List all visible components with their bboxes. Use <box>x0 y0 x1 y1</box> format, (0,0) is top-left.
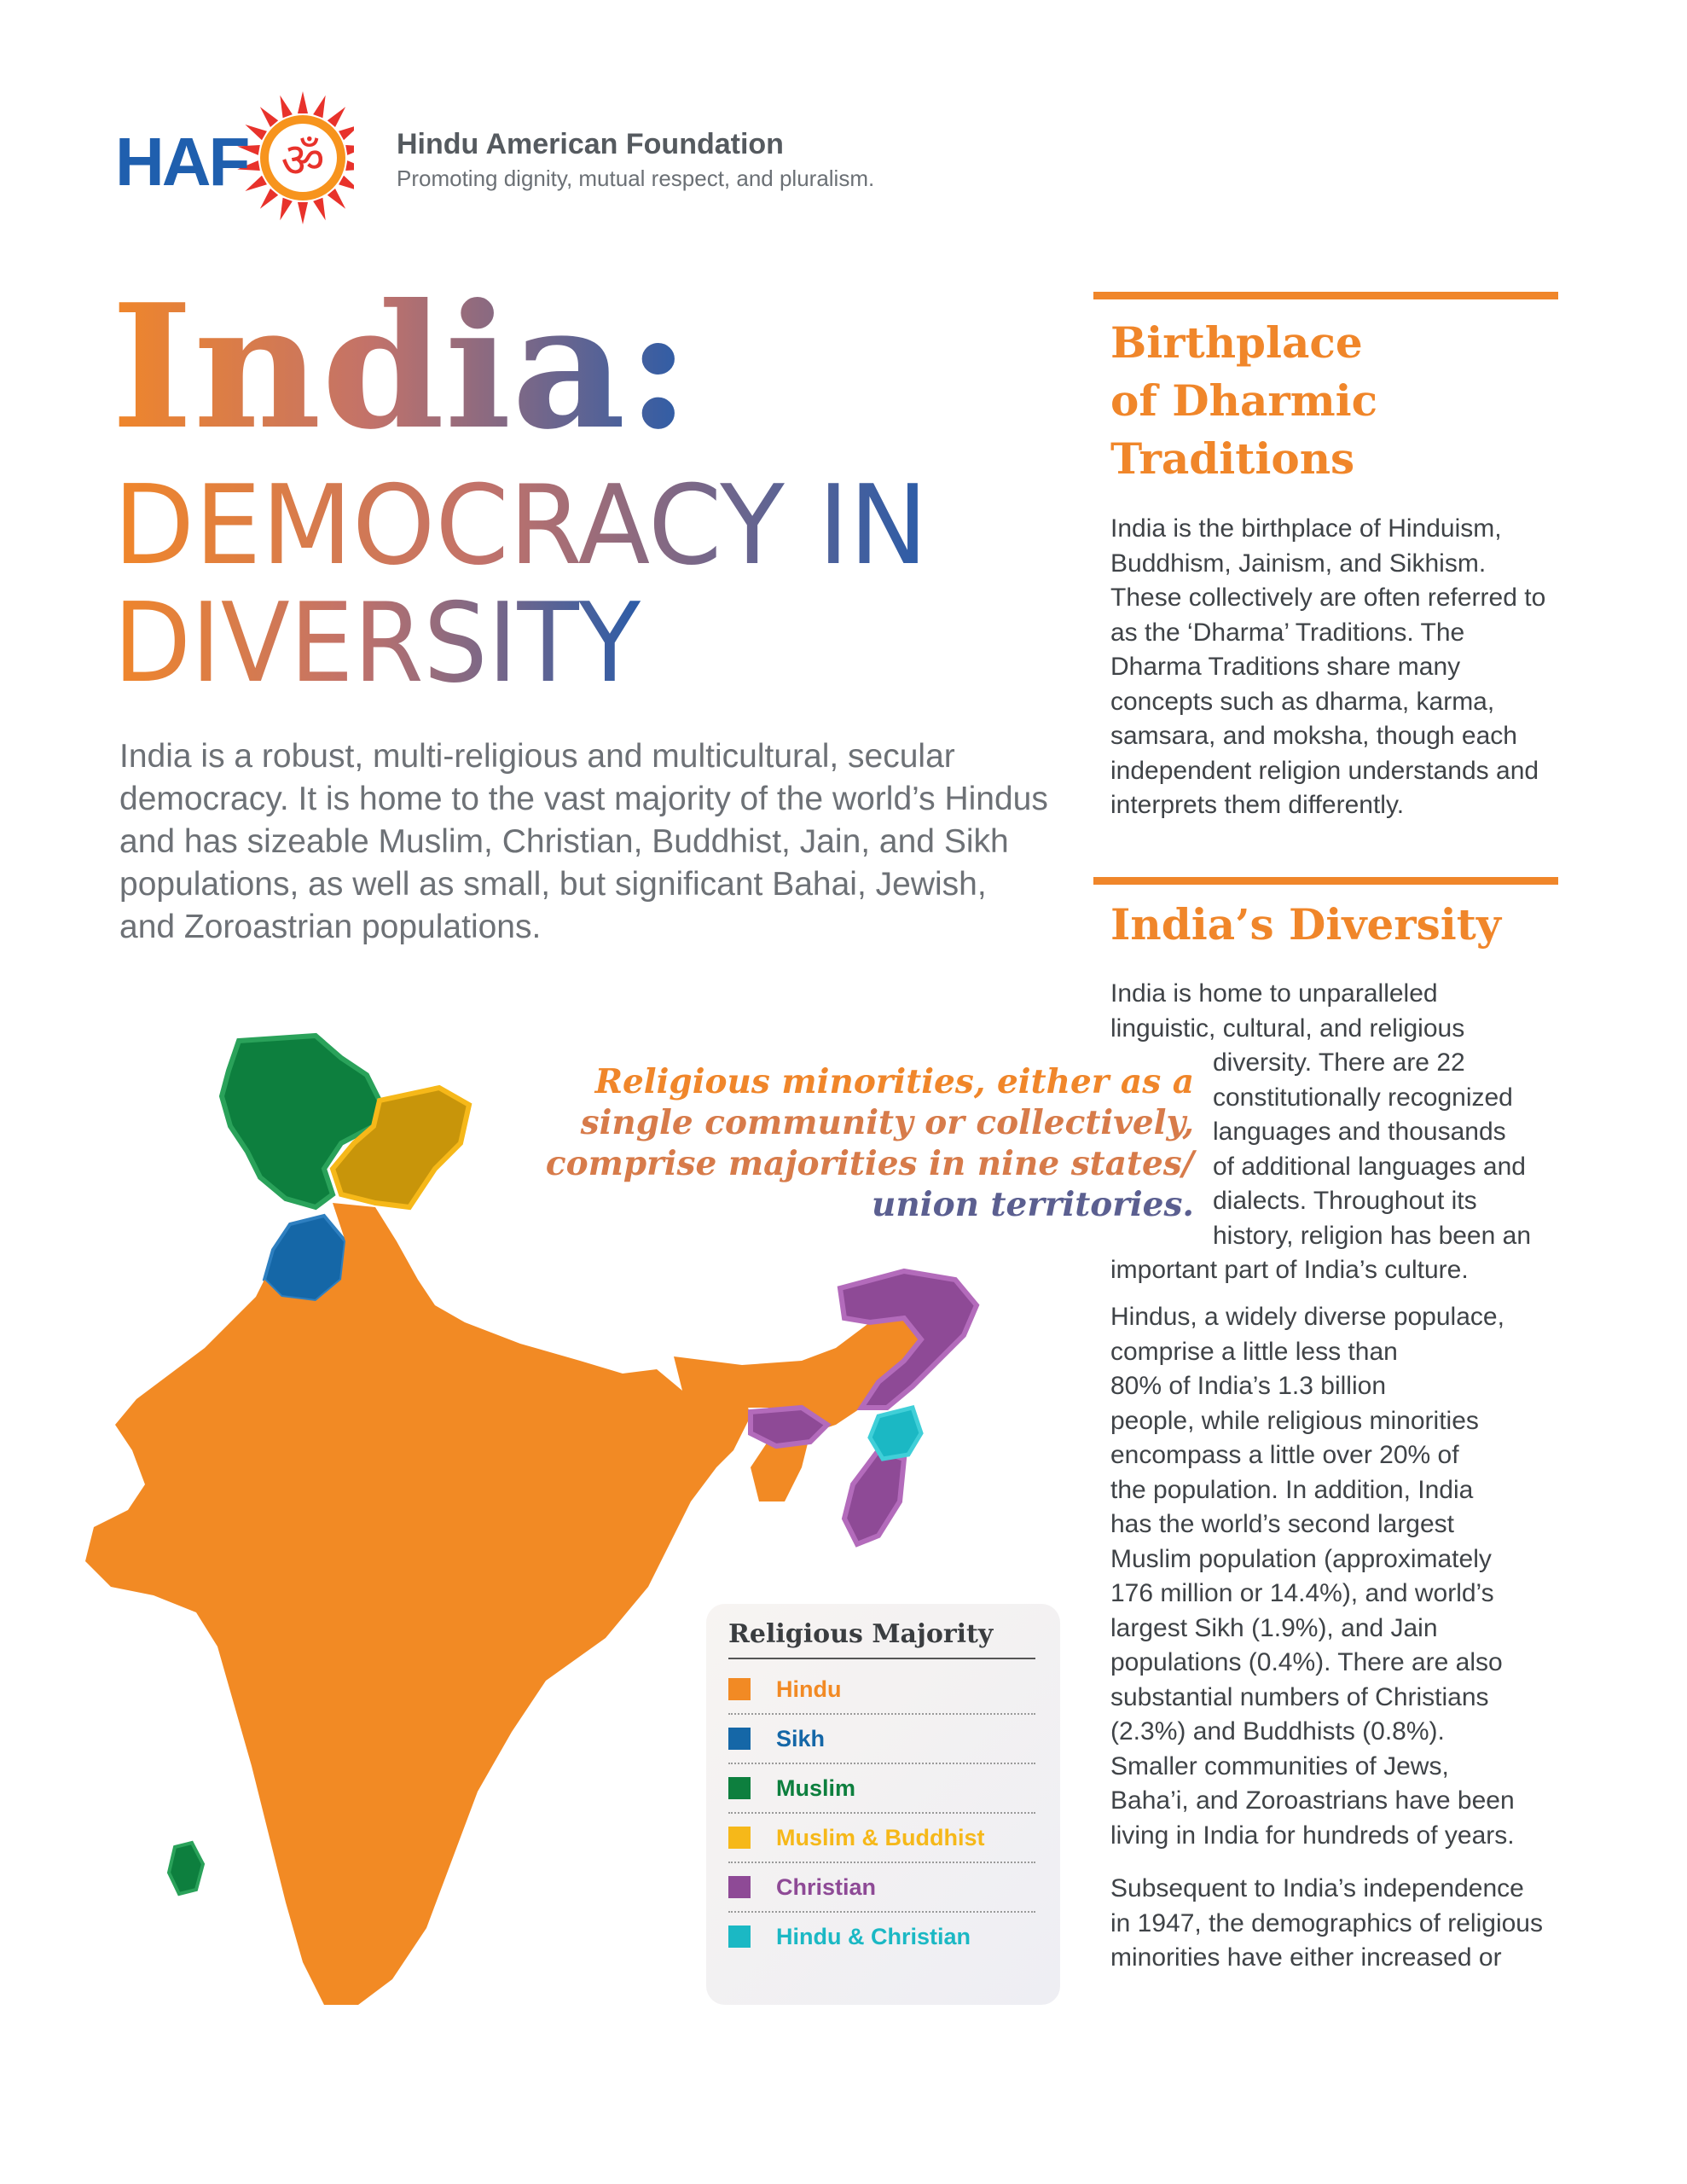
text-line: important part of India’s culture. <box>1110 1256 1469 1284</box>
text-line: of additional languages and <box>1213 1152 1526 1181</box>
region-christian-south <box>844 1450 904 1544</box>
text-line: languages and thousands <box>1213 1118 1506 1146</box>
legend-item-hindu-christian <box>728 1911 1035 1960</box>
text-line: constitutionally recognized <box>1213 1083 1513 1112</box>
text-line: (2.3%) and Buddhists (0.8%). <box>1110 1717 1445 1745</box>
logo-text: HAF <box>115 124 248 200</box>
page-title <box>107 282 959 708</box>
legend-item-muslim <box>728 1763 1035 1814</box>
legend-item-christian <box>728 1862 1035 1913</box>
diversity-paragraph-3 <box>1110 1872 1558 1976</box>
text-line: 176 million or 14.4%), and world’s <box>1110 1579 1494 1607</box>
quote-line: union territories. <box>872 1185 1194 1224</box>
title-sub-line2: DIVERSITY <box>113 580 641 707</box>
legend-swatch <box>728 1926 751 1948</box>
text-line: people, while religious minorities <box>1110 1406 1479 1435</box>
legend-swatch <box>728 1728 751 1750</box>
text-line: Subsequent to India’s independence <box>1110 1874 1524 1902</box>
heading-line: Birthplace <box>1110 317 1363 368</box>
quote-line: Religious minorities, either as a <box>594 1062 1194 1101</box>
text-line: Smaller communities of Jews, <box>1110 1751 1449 1780</box>
title-main: India: <box>111 282 691 468</box>
text-line: in 1947, the demographics of religious <box>1110 1908 1543 1937</box>
section-divider <box>1093 292 1558 299</box>
legend-label: Muslim <box>776 1775 856 1801</box>
legend-swatch <box>728 1827 751 1849</box>
text-line: diversity. There are 22 <box>1213 1048 1465 1077</box>
legend-label: Sikh <box>776 1726 826 1751</box>
heading-line: Traditions <box>1110 433 1355 484</box>
haf-logo[interactable] <box>115 90 354 226</box>
text-line: comprise a little less than <box>1110 1337 1398 1366</box>
text-line: 80% of India’s 1.3 billion <box>1110 1372 1386 1400</box>
heading-line: of Dharmic <box>1110 375 1378 426</box>
text-line: encompass a little over 20% of <box>1110 1441 1459 1469</box>
legend-title: Religious Majority <box>728 1619 1035 1659</box>
text-line: has the world’s second largest <box>1110 1510 1455 1538</box>
text-line: Muslim population (approximately <box>1110 1544 1492 1573</box>
text-line: largest Sikh (1.9%), and Jain <box>1110 1613 1438 1642</box>
text-line: dialects. Throughout its <box>1213 1187 1477 1215</box>
text-line: linguistic, cultural, and religious <box>1110 1014 1465 1043</box>
section-divider <box>1093 877 1558 885</box>
title-sub-line1: DEMOCRACY IN <box>113 462 928 590</box>
legend-swatch <box>728 1678 751 1700</box>
legend-item-muslim-buddhist <box>728 1812 1035 1863</box>
text-line: Baha’i, and Zoroastrians have been <box>1110 1786 1515 1815</box>
birthplace-heading <box>1110 314 1554 488</box>
pull-quote <box>478 1061 1194 1225</box>
region-muslim-islands <box>169 1843 203 1894</box>
om-icon: ॐ <box>281 133 325 189</box>
legend-label: Hindu <box>776 1676 842 1702</box>
legend-label: Hindu & Christian <box>776 1924 971 1949</box>
legend-item-sikh <box>728 1713 1035 1764</box>
quote-line: comprise majorities in nine states/ <box>545 1144 1194 1183</box>
text-line: India is home to unparalleled <box>1110 979 1438 1008</box>
diversity-heading: India’s Diversity <box>1110 899 1501 950</box>
map-legend <box>706 1604 1060 2005</box>
text-line: living in India for hundreds of years. <box>1110 1821 1515 1850</box>
birthplace-body: India is the birthplace of Hinduism, Buddhism, Jainism, and Sikhism. These collectively are often referred to as the ‘Dharma’ Traditions. The Dharma Traditions share many concepts such as dharma, karma, samsara, and moksha, though each independent religion understands and interprets them differently. <box>1110 514 1546 819</box>
legend-label: Christian <box>776 1874 877 1900</box>
legend-label: Muslim & Buddhist <box>776 1825 985 1850</box>
org-name: Hindu American Foundation <box>397 128 784 160</box>
text-line: populations (0.4%). There are also <box>1110 1648 1503 1676</box>
text-line: substantial numbers of Christians <box>1110 1682 1489 1711</box>
diversity-paragraph-2 <box>1110 1300 1558 1853</box>
text-line: Hindus, a widely diverse populace, <box>1110 1303 1504 1331</box>
legend-swatch <box>728 1876 751 1898</box>
intro-paragraph: India is a robust, multi-religious and multicultural, secular democracy. It is home to the vast majority of the world’s Hindus and has sizeable Muslim, Christian, Buddhist, Jain, and Sikh populations, as well as small, but significant Bahai, Jewish, and Zoroastrian populations. <box>119 738 1048 945</box>
legend-item-hindu <box>728 1664 1035 1715</box>
text-line: minorities have either increased or <box>1110 1943 1502 1972</box>
region-hindu-christian <box>870 1408 921 1459</box>
quote-line: single community or collectively, <box>580 1103 1194 1142</box>
legend-swatch <box>728 1777 751 1799</box>
text-line: history, religion has been an <box>1213 1221 1532 1250</box>
org-tagline: Promoting dignity, mutual respect, and pluralism. <box>397 166 875 191</box>
text-line: the population. In addition, India <box>1110 1475 1474 1504</box>
